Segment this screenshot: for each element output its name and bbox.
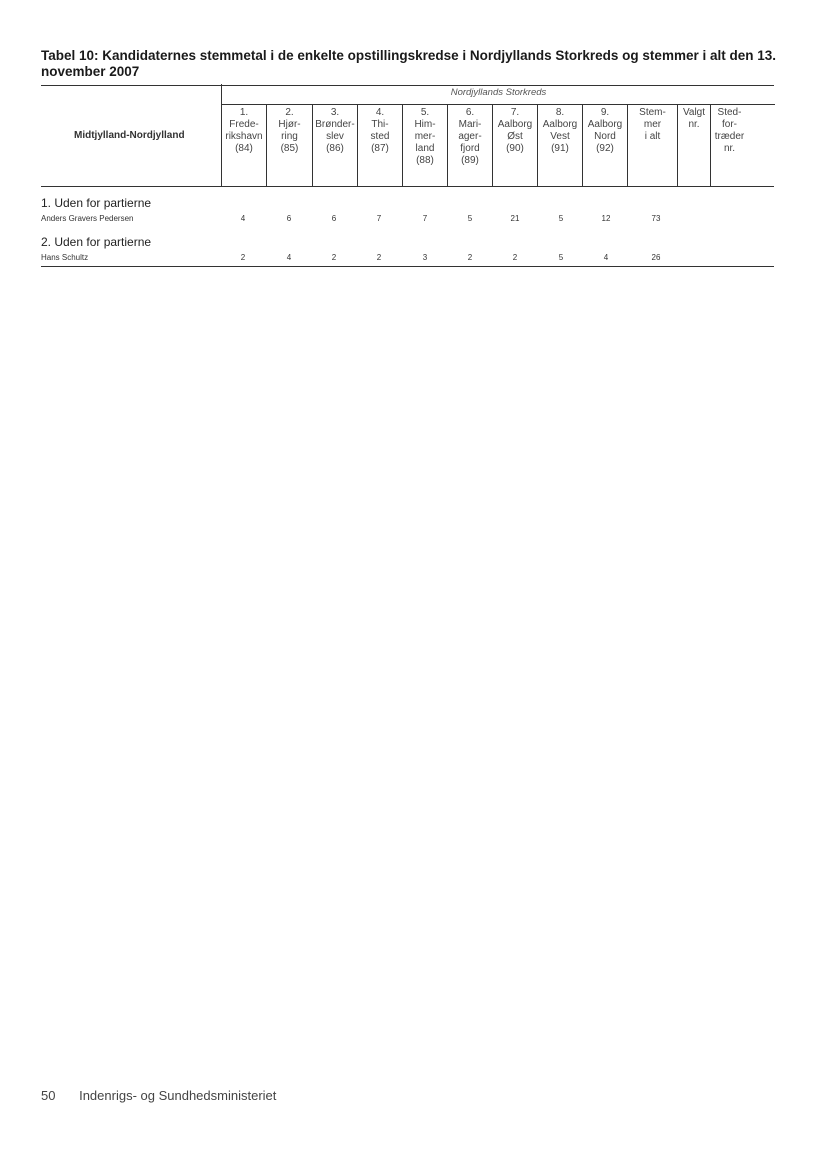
column-header-line: mer	[643, 119, 662, 130]
column-header-line: Frede-	[229, 119, 259, 130]
vote-count: 2	[467, 253, 473, 262]
column-header-11	[677, 104, 710, 187]
column-header-line: 1.	[239, 107, 249, 118]
column-header-line: 3.	[330, 107, 340, 118]
group-title: 2. Uden for partierne	[41, 235, 152, 249]
column-header-line: nr.	[723, 143, 736, 154]
column-header-line: ager-	[458, 131, 482, 142]
storkreds-header: Nordjyllands Storkreds	[221, 84, 775, 105]
vote-count: 6	[331, 214, 337, 223]
column-header-3	[312, 104, 357, 187]
column-header-line: rikshavn	[225, 131, 263, 142]
column-header-12	[710, 104, 748, 187]
column-header-line: i alt	[644, 131, 661, 142]
column-header-9	[582, 104, 627, 187]
column-header-line: fjord	[460, 143, 480, 154]
column-header-line: Him-	[414, 119, 436, 130]
column-header-line: for-	[722, 119, 737, 130]
column-header-line: 2.	[285, 107, 294, 118]
vote-count: 21	[510, 214, 520, 223]
vote-count: 6	[286, 214, 292, 223]
column-header-line: Sted-	[717, 107, 742, 118]
column-header-7	[492, 104, 537, 187]
column-header-line: (84)	[235, 143, 253, 154]
vote-count: 26	[651, 253, 661, 262]
vote-count: 12	[601, 214, 611, 223]
vote-count: 5	[558, 253, 564, 262]
column-header-line: Aalborg	[542, 119, 578, 130]
column-header-line: Brønder-	[315, 119, 355, 130]
column-header-line: (92)	[596, 143, 614, 154]
vote-count: 5	[467, 214, 473, 223]
page-footer	[41, 1088, 276, 1103]
column-header-line: land	[415, 143, 435, 154]
candidate-name: Hans Schultz	[41, 253, 89, 262]
column-header-line: (91)	[551, 143, 569, 154]
vote-count: 2	[376, 253, 382, 262]
column-header-line: nr.	[688, 119, 700, 130]
column-header-5	[402, 104, 447, 187]
vote-count: 4	[240, 214, 246, 223]
column-header-line: mer-	[414, 131, 436, 142]
vote-count: 73	[651, 214, 661, 223]
column-header-line: ring	[281, 131, 298, 142]
column-header-1	[221, 104, 266, 187]
column-header-10	[627, 104, 677, 187]
column-header-line: Valgt	[682, 107, 706, 118]
candidate-name: Anders Gravers Pedersen	[41, 214, 134, 223]
column-header-line: Nord	[594, 131, 616, 142]
column-header-line: slev	[326, 131, 344, 142]
column-header-line: Thi-	[371, 119, 389, 130]
column-header-line: 6.	[465, 107, 475, 118]
column-header-line: 5.	[420, 107, 430, 118]
column-header-8	[537, 104, 582, 187]
header-bottom-rule	[41, 186, 774, 187]
publisher-name: Indenrigs- og Sundhedsministeriet	[79, 1088, 277, 1103]
column-headers	[221, 104, 748, 187]
vote-count: 2	[331, 253, 337, 262]
column-header-line: Øst	[507, 131, 523, 142]
column-header-line: 7.	[510, 107, 520, 118]
vote-count: 4	[286, 253, 292, 262]
column-header-4	[357, 104, 402, 187]
page-number: 50	[41, 1088, 56, 1103]
row-header: Midtjylland-Nordjylland	[74, 130, 185, 141]
column-header-line: (85)	[280, 143, 299, 154]
column-header-line: Mari-	[458, 119, 482, 130]
column-header-line: (88)	[416, 155, 434, 166]
column-header-line: (89)	[461, 155, 479, 166]
vote-count: 5	[558, 214, 564, 223]
column-header-line: (86)	[326, 143, 344, 154]
column-header-line: Aalborg	[587, 119, 623, 130]
table-bottom-rule	[41, 266, 774, 267]
vote-count: 7	[376, 214, 382, 223]
vote-count: 2	[240, 253, 246, 262]
vote-count: 4	[603, 253, 609, 262]
column-header-line: 4.	[375, 107, 385, 118]
column-header-line: Stem-	[639, 107, 666, 118]
group-title: 1. Uden for partierne	[41, 196, 152, 210]
table-title: Tabel 10: Kandidaternes stemmetal i de enkelte opstillingskredse i Nordjyllands Storkreds og stemmer i alt den 13. november 2007	[41, 48, 776, 79]
column-header-2	[266, 104, 312, 187]
vote-count: 7	[422, 214, 428, 223]
column-header-line: træder	[714, 131, 745, 142]
column-header-line: Vest	[550, 131, 570, 142]
column-header-line: 8.	[555, 107, 565, 118]
vote-count: 2	[512, 253, 518, 262]
column-header-line: 9.	[600, 107, 610, 118]
column-header-line: (87)	[371, 143, 389, 154]
column-header-line: Aalborg	[497, 119, 533, 130]
column-header-line: Hjør-	[278, 119, 301, 130]
column-header-line: sted	[370, 131, 390, 142]
column-header-line: (90)	[506, 143, 524, 154]
vote-count: 3	[422, 253, 428, 262]
column-header-6	[447, 104, 492, 187]
